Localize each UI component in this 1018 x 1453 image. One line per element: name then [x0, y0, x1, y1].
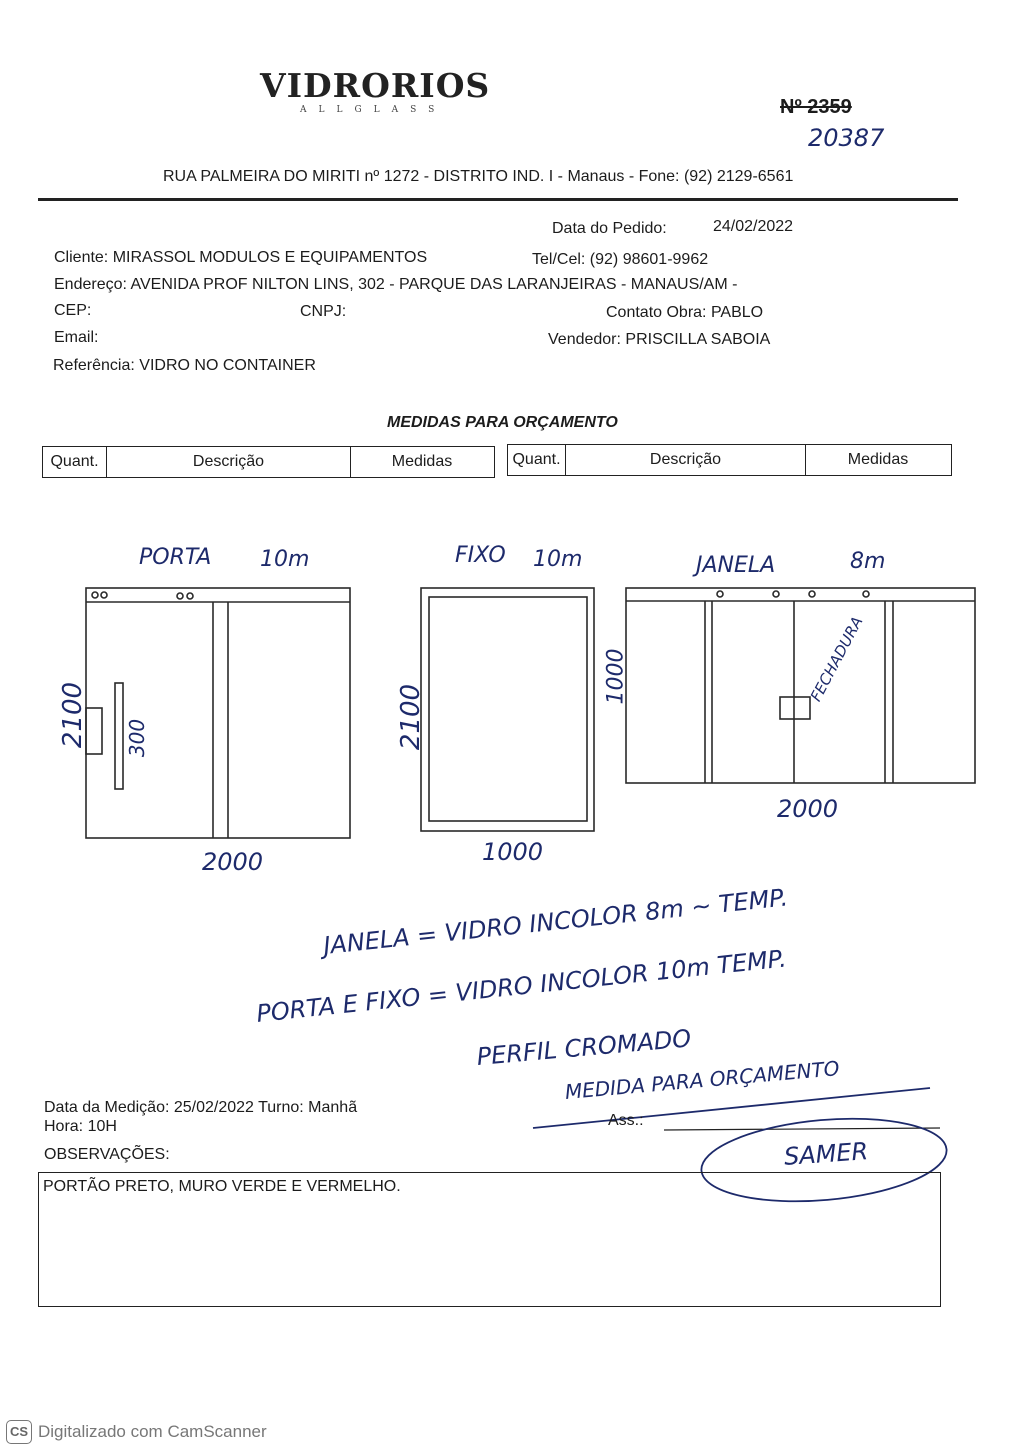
note-window-glass: JANELA = VIDRO INCOLOR 8m ~ TEMP.: [322, 883, 790, 960]
door-glass-thickness: 10m: [260, 547, 310, 572]
signature: SAMER: [783, 1137, 870, 1171]
measurement-date-shift: Data da Medição: 25/02/2022 Turno: Manhã: [44, 1099, 358, 1116]
order-reference: Referência: VIDRO NO CONTAINER: [53, 357, 316, 374]
order-date-label: Data do Pedido:: [552, 220, 667, 237]
observations-text: PORTÃO PRETO, MURO VERDE E VERMELHO.: [43, 1178, 401, 1195]
window-height: 1000: [603, 648, 629, 705]
measurement-time: Hora: 10H: [44, 1118, 117, 1135]
door-sketch: [86, 588, 350, 838]
company-address: RUA PALMEIRA DO MIRITI nº 1272 - DISTRITO IND. I - Manaus - Fone: (92) 2129-6561: [163, 168, 794, 185]
camscanner-watermark: [6, 1420, 267, 1444]
window-lock-label: FECHADURA: [806, 613, 867, 705]
window-glass-thickness: 8m: [850, 549, 886, 574]
window-sketch: [626, 588, 975, 783]
signature-line: [664, 1128, 940, 1130]
fixed-height: 2100: [396, 683, 427, 751]
door-width: 2000: [202, 848, 264, 876]
logo-main-text: VIDRORIOS: [260, 66, 491, 105]
note-door-fixed-glass: PORTA E FIXO = VIDRO INCOLOR 10m TEMP.: [255, 944, 788, 1028]
cep-label: CEP:: [54, 302, 92, 319]
header-descricao: Descrição: [566, 445, 806, 475]
window-width: 2000: [777, 795, 839, 823]
door-title: PORTA: [139, 545, 212, 570]
fixed-title: FIXO: [455, 543, 506, 568]
cnpj-label: CNPJ:: [300, 303, 347, 320]
fixed-width: 1000: [482, 838, 544, 866]
seller-name: Vendedor: PRISCILLA SABOIA: [548, 331, 771, 348]
client-phone: Tel/Cel: (92) 98601-9962: [532, 251, 709, 268]
fixed-glass-thickness: 10m: [533, 547, 583, 572]
form-number-struck: Nº 2359: [780, 96, 852, 118]
header-medidas: Medidas: [847, 451, 909, 468]
note-measure-quote: MEDIDA PARA ORÇAMENTO: [563, 1056, 841, 1104]
door-handle-length: 300: [125, 718, 150, 758]
header-quant: Quant.: [43, 447, 107, 477]
client-address: Endereço: AVENIDA PROF NILTON LINS, 302 - PARQUE DAS LARANJEIRAS - MANAUS/AM -: [54, 276, 738, 293]
camscanner-logo-icon: CS: [6, 1420, 32, 1444]
site-contact: Contato Obra: PABLO: [606, 304, 764, 321]
email-label: Email:: [54, 329, 99, 346]
header-descricao: Descrição: [107, 447, 351, 477]
logo-sub-text: ALLGLASS: [300, 105, 447, 115]
signature-label: Ass.:: [608, 1112, 644, 1129]
header-medidas: Medidas: [391, 453, 453, 470]
door-height: 2100: [58, 681, 89, 749]
camscanner-text: Digitalizado com CamScanner: [38, 1422, 267, 1441]
observations-box: [38, 1172, 941, 1307]
observations-label: OBSERVAÇÕES:: [44, 1146, 170, 1163]
section-title: MEDIDAS PARA ORÇAMENTO: [387, 414, 618, 431]
window-title: JANELA: [696, 553, 776, 578]
note-profile: PERFIL CROMADO: [475, 1024, 693, 1071]
handwritten-form-number: 20387: [808, 124, 885, 152]
client-name: Cliente: MIRASSOL MODULOS E EQUIPAMENTOS: [54, 249, 428, 266]
fixed-sketch: [421, 588, 594, 831]
header-quant: Quant.: [508, 445, 566, 475]
order-date-value: 24/02/2022: [713, 218, 794, 235]
